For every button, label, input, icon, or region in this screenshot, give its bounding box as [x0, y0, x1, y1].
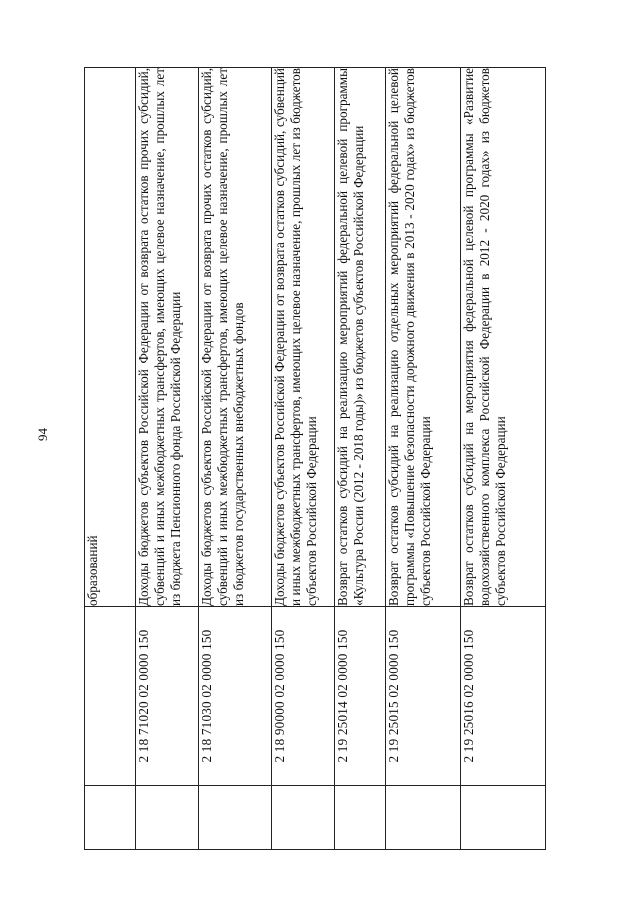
code-cell [85, 607, 136, 786]
description-cell: Возврат остатков субсидий на мероприятия федеральной целевой программы «Развитие водохозяйственного комплекса Российской Федерации в 2012 - 2020 годах» из бюджетов субъектов Российской Федерации [461, 68, 546, 607]
description-cell: Возврат остатков субсидий на реализацию отдельных мероприятий федеральной целевой программы «Повышение безопасности дорожного движения в 2013 - 2020 годах» из бюджетов субъектов Российской Федерации [386, 68, 461, 607]
code-cell: 2 19 25014 02 0000 150 [335, 607, 386, 786]
code-cell: 2 18 71030 02 0000 150 [199, 607, 272, 786]
description-cell: Доходы бюджетов субъектов Российской Федерации от возврата остатков прочих субсидий, субвенций и иных межбюджетных трансфертов, имеющих целевое назначение, прошлых лет из бюджета Пенсионного фонда Российской Федерации [136, 68, 199, 607]
description-cell: образований [85, 68, 136, 607]
table-row [85, 68, 136, 850]
code-cell: 2 18 71020 02 0000 150 [136, 607, 199, 786]
blank-cell [272, 786, 335, 850]
blank-cell [136, 786, 199, 850]
blank-cell [335, 786, 386, 850]
page-number: 94 [35, 428, 50, 441]
blank-cell [199, 786, 272, 850]
blank-cell [461, 786, 546, 850]
table-row [136, 68, 199, 850]
table-row [199, 68, 272, 850]
blank-cell [85, 786, 136, 850]
table-row [386, 68, 461, 850]
table-row [461, 68, 546, 850]
code-cell: 2 19 25015 02 0000 150 [386, 607, 461, 786]
code-cell: 2 19 25016 02 0000 150 [461, 607, 546, 786]
table-row [272, 68, 335, 850]
table-row [335, 68, 386, 850]
rotated-content [84, 67, 540, 850]
code-cell: 2 18 90000 02 0000 150 [272, 607, 335, 786]
blank-cell [386, 786, 461, 850]
description-cell: Доходы бюджетов субъектов Российской Федерации от возврата остатков субсидий, субвенций и иных межбюджетных трансфертов, имеющих целевое назначение, прошлых лет из бюджетов субъектов Российской Федерации [272, 68, 335, 607]
revenue-codes-table [84, 67, 546, 850]
description-cell: Доходы бюджетов субъектов Российской Федерации от возврата прочих остатков субсидий, субвенций и иных межбюджетных трансфертов, имеющих целевое назначение, прошлых лет из бюджетов государственных внебюджетных фондов [199, 68, 272, 607]
description-cell: Возврат остатков субсидий на реализацию мероприятий федеральной целевой программы «Культура России (2012 - 2018 годы)» из бюджетов субъектов Российской Федерации [335, 68, 386, 607]
